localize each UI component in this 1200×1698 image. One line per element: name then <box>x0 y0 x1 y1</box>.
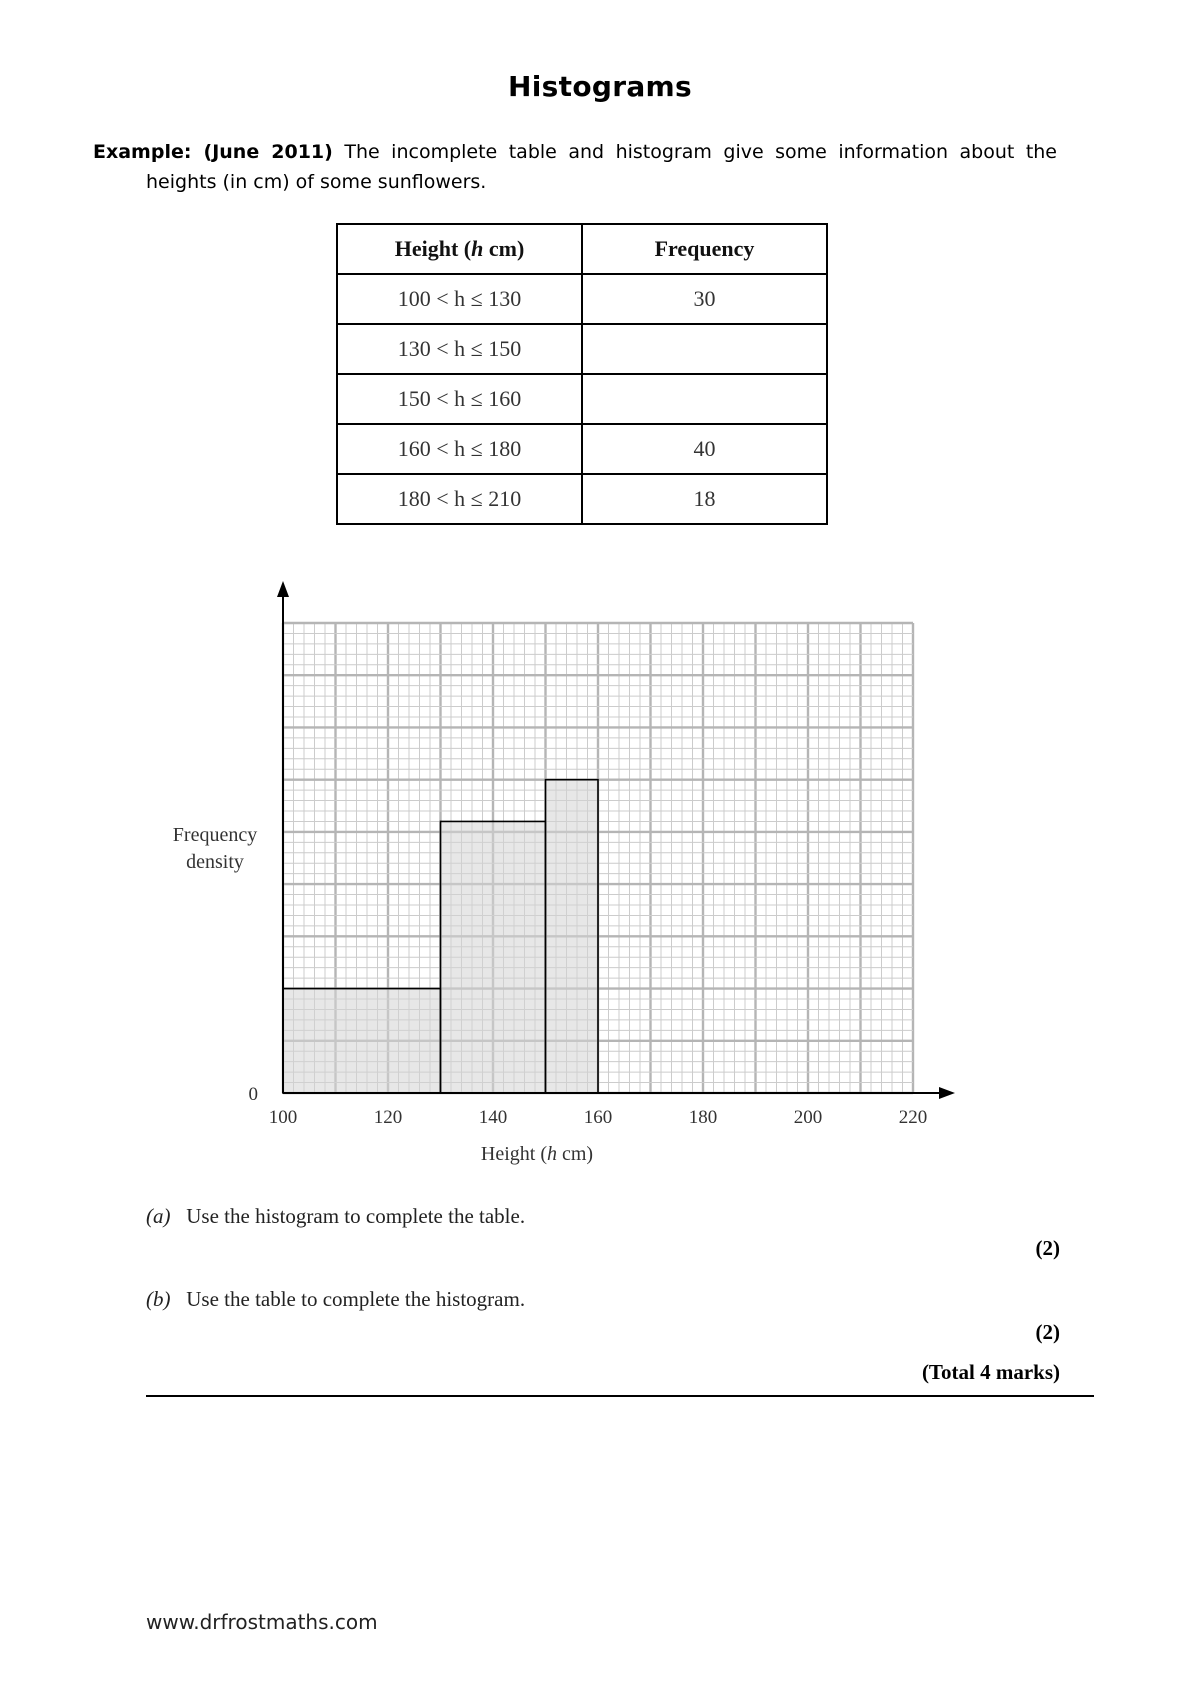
question-b-label: (b) <box>146 1287 171 1311</box>
x-tick-label: 160 <box>583 1107 613 1128</box>
y-axis-label-line-2: density <box>186 851 244 873</box>
question-b-text: Use the table to complete the histogram. <box>186 1287 526 1311</box>
table-header-height: Height (h cm) <box>337 224 582 274</box>
question-a-text: Use the histogram to complete the table. <box>186 1204 526 1228</box>
intro-text: The incomplete table and histogram give some information about the <box>344 141 1057 163</box>
question-b <box>146 1287 525 1312</box>
y-tick-label: 0 <box>248 1084 258 1105</box>
x-axis-arrow-icon <box>939 1087 955 1099</box>
x-tick-label: 100 <box>268 1107 298 1128</box>
total-marks: (Total 4 marks) <box>921 1360 1060 1384</box>
footer-url: www.drfrostmaths.com <box>146 1610 378 1634</box>
histogram-bar <box>546 780 599 1093</box>
frequency-cell[interactable]: 18 <box>582 474 827 524</box>
page-title: Histograms <box>508 70 692 103</box>
x-tick-label: 180 <box>688 1107 718 1128</box>
separator-line <box>146 1395 1094 1397</box>
class-cell: 130 < h ≤ 150 <box>337 324 582 374</box>
y-axis-label-line-1: Frequency <box>172 824 258 846</box>
class-cell: 100 < h ≤ 130 <box>337 274 582 324</box>
x-tick-label: 200 <box>793 1107 823 1128</box>
class-cell: 160 < h ≤ 180 <box>337 424 582 474</box>
question-a <box>146 1204 525 1229</box>
x-tick-label: 220 <box>898 1107 928 1128</box>
class-cell: 180 < h ≤ 210 <box>337 474 582 524</box>
table-header-frequency: Frequency <box>582 224 827 274</box>
y-axis-arrow-icon <box>277 581 289 597</box>
example-label: Example: (June 2011) <box>93 141 333 163</box>
x-tick-label: 140 <box>478 1107 508 1128</box>
frequency-cell[interactable]: 40 <box>582 424 827 474</box>
question-a-marks: (2) <box>1035 1236 1060 1260</box>
question-a-label: (a) <box>146 1204 171 1228</box>
frequency-cell[interactable]: 30 <box>582 274 827 324</box>
histogram-bar <box>283 989 441 1093</box>
histogram-bar <box>441 821 546 1093</box>
intro-line-2: heights (in cm) of some sunflowers. <box>146 171 487 193</box>
class-cell: 150 < h ≤ 160 <box>337 374 582 424</box>
question-b-marks: (2) <box>1035 1320 1060 1344</box>
x-axis-label: Height (h cm) <box>480 1143 594 1165</box>
x-tick-label: 120 <box>373 1107 403 1128</box>
